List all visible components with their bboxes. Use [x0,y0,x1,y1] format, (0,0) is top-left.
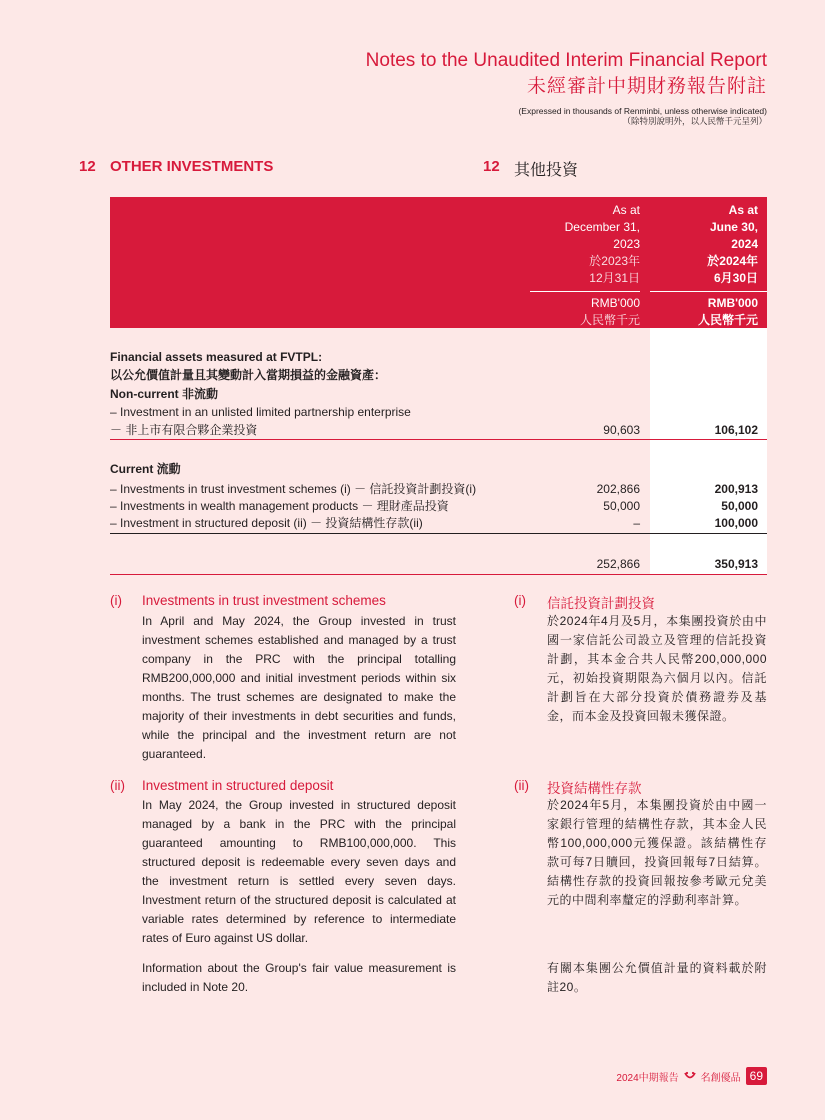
note-1-title-zh: 信託投資計劃投資 [547,596,655,611]
note-1-marker-en: (i) [110,593,122,608]
section-title-en: OTHER INVESTMENTS [110,158,274,175]
total-current-value: 350,913 [714,557,758,571]
table-cell-prior: – [633,516,640,530]
table-divider [110,439,767,440]
col-current-units [650,295,758,329]
col-header-current [650,202,758,287]
total-rule [110,574,767,575]
col-prior-unit-zh: 人民幣千元 [579,313,640,327]
noncurrent-prior-value: 90,603 [603,423,640,437]
fvtpl-heading-en: Financial assets measured at FVTPL: [110,350,323,364]
noncurrent-row-en: – Investment in an unlisted limited partnership enterprise [110,405,411,419]
footer-report-label: 2024中期報告 [616,1072,679,1084]
total-prior-value: 252,866 [596,557,640,571]
table-cell-current: 50,000 [721,499,758,513]
col-prior-l3: 2023 [613,237,640,251]
note-1-title-en: Investments in trust investment schemes [142,593,386,608]
col-current-l2: June 30, [709,220,758,234]
col-current-unit-zh: 人民幣千元 [697,313,758,327]
col-prior-unit-en: RMB'000 [591,296,640,310]
col-current-l5: 6月30日 [713,271,758,285]
expressed-note-zh: （除特別說明外，以人民幣千元呈列） [622,116,767,126]
expressed-note [518,106,767,126]
col-prior-l1: As at [612,203,640,217]
table-row: – Investments in wealth management products － 理財產品投資 [110,499,449,513]
noncurrent-label: Non-current 非流動 [110,387,219,401]
section-number-en: 12 [79,158,96,175]
note-2-marker-zh: (ii) [514,778,529,793]
note-2-body-zh: 於2024年5月，本集團投資於由中國一家銀行管理的結構性存款，其本金人民幣100,000,000元獲保證。該結構性存款可每7日贖回，投資回報每7日結算。結構性存款的投資回報按參考歐元兌美元的中間利率釐定的浮動利率計算。 [547,798,767,907]
note-2-title-zh: 投資結構性存款 [547,781,642,796]
noncurrent-row-zh: － 非上市有限合夥企業投資 [110,423,258,437]
fvtpl-heading-zh: 以公允價值計量且其變動計入當期損益的金融資產： [110,368,387,382]
subtotal-rule [110,533,767,534]
col-prior-l2: December 31, [564,220,640,234]
col-current-l4: 於2024年 [707,254,758,268]
section-number-zh: 12 [483,158,500,175]
expressed-note-en: (Expressed in thousands of Renminbi, unless otherwise indicated) [518,106,767,116]
page-footer [616,1067,767,1085]
table-cell-prior: 50,000 [603,499,640,513]
section-title-zh: 其他投資 [514,162,579,179]
col-prior-l5: 12月31日 [589,271,640,285]
table-cell-current: 200,913 [714,482,758,496]
page-number: 69 [746,1067,767,1085]
page-title-zh: 未經審計中期財務報告附註 [526,76,767,97]
col-current-l3: 2024 [731,237,758,251]
col-prior-rule [530,291,640,292]
note-2-title-en: Investment in structured deposit [142,778,334,793]
footer-brand: 名創優品 [700,1072,741,1084]
note-1-marker-zh: (i) [514,593,526,608]
current-column-highlight [650,328,767,575]
page-title-en: Notes to the Unaudited Interim Financial Report [365,50,767,71]
table-cell-prior: 202,866 [596,482,640,496]
current-label: Current 流動 [110,462,181,476]
table-cell-current: 100,000 [714,516,758,530]
fair-value-note-en: Information about the Group's fair value measurement is included in Note 20. [142,961,456,994]
fair-value-note-zh: 有關本集團公允價值計量的資料載於附註20。 [547,961,767,994]
table-row: – Investments in trust investment schemes (i) － 信託投資計劃投資(i) [110,482,477,496]
note-2-marker-en: (ii) [110,778,125,793]
brand-logo-icon [684,1071,696,1081]
note-1-body-en: In April and May 2024, the Group invested in trust investment schemes established and managed by a trust company in the PRC with the principal totalling RMB200,000,000 and initial investment periods within six months. The trust schemes are designated to make the majority of their investments in debt securities and funds, while the principal and the investment return are not guaranteed. [142,614,456,761]
note-1-body-zh: 於2024年4月及5月，本集團投資於由中國一家信託公司設立及管理的信託投資計劃，其本金合共人民幣200,000,000元，初始投資期限為六個月以內。信託計劃旨在大部分投資於債務證券及基金，而本金及投資回報未獲保證。 [547,614,767,723]
table-row: – Investment in structured deposit (ii) － 投資結構性存款(ii) [110,516,423,530]
noncurrent-current-value: 106,102 [714,423,758,437]
col-current-rule [650,291,767,292]
col-prior-l4: 於2023年 [589,254,640,268]
col-current-unit-en: RMB'000 [707,296,758,310]
col-header-prior [530,202,640,287]
col-current-l1: As at [728,203,758,217]
note-2-body-en: In May 2024, the Group invested in structured deposit managed by a bank in the PRC with the principal guaranteed amounting to RMB100,000,000. This structured deposit is redeemable every seven days and the investment return is settled every seven days. Investment return of the structured deposit is calculated at variable rates determined by reference to intermediate rates of Euro against US dollar. [142,798,456,945]
col-prior-units [530,295,640,329]
